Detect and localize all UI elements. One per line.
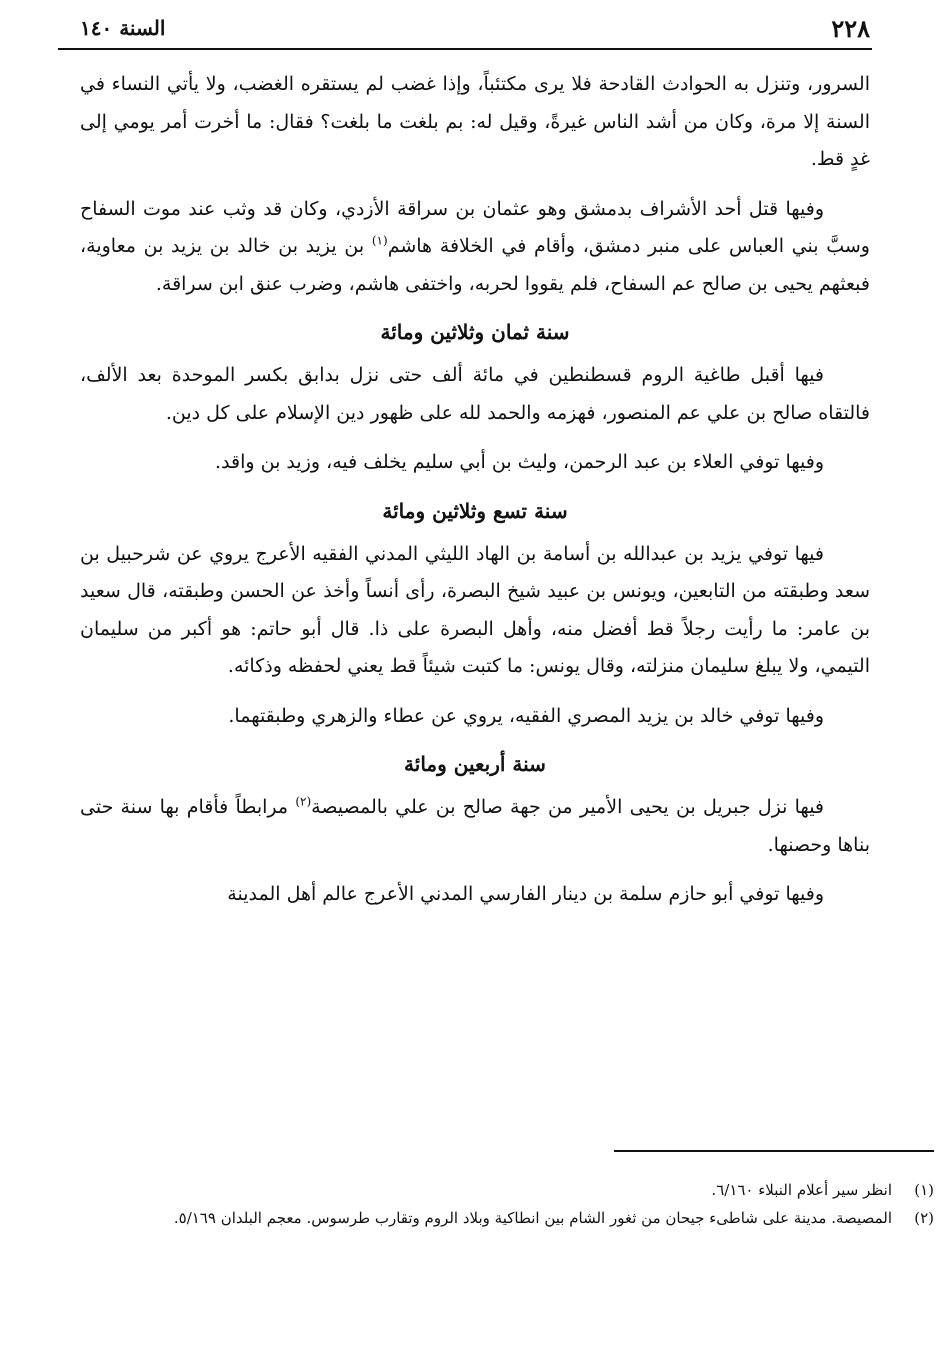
page-header [80,14,870,44]
page-number: ٢٢٨ [831,14,870,43]
paragraph-2-text-a: وفيها قتل أحد الأشراف بدمشق وهو عثمان بن سراقة الأزدي، وكان قد وثب عند موت السفاح وسبَّ بني العباس على منبر دمشق، وأقام في الخلافة هاشم [80,197,870,257]
footnote-number: (٢) [914,1209,934,1227]
paragraph-8: وفيها توفي أبو حازم سلمة بن دينار الفارسي المدني الأعرج عالم أهل المدينة [227,883,824,905]
paragraph-1: السرور، وتنزل به الحوادث القادحة فلا يرى مكتئباً، وإذا غضب لم يستقره الغضب، ولا يأتي النساء في السنة إلا مرة، وكان من أشد الناس غيرةً، وقيل له: بم بلغت ما بلغت؟ فقال: ما أخرت أمر يومي إلى غدٍ قط. [80,73,870,170]
paragraph-5: فيها توفي يزيد بن عبدالله بن أسامة بن الهاد الليثي المدني الفقيه الأعرج يروي عن شرحبيل بن سعد وطبقته من التابعين، ويونس بن عبيد شيخ البصرة، رأى أنساً وأخذ عن الحسن وطبقته، قال سعيد بن عامر: ما رأيت رجلاً قط أفضل منه، وأهل البصرة على ذا. قال أبو حاتم: هو أكبر من سليمان التيمي، ولا يبلغ سليمان منزلته، وقال يونس: ما كتبت شيئاً قط يعني لحفظه وذكائه. [80,542,870,677]
footnote-ref-2: (٢) [295,794,312,809]
footnote-text: انظر سير أعلام النبلاء ٦/١٦٠. [711,1181,892,1199]
paragraph-7-text-b: مرابطاً فأقام بها سنة حتى بناها وحصنها. [80,796,870,856]
paragraph-6: وفيها توفي خالد بن يزيد المصري الفقيه، يروي عن عطاء والزهري وطبقتهما. [228,704,824,727]
section-heading-138: سنة ثمان وثلاثين ومائة [380,320,570,344]
footnote-item [0,1204,934,1232]
footnote-text: المصيصة. مدينة على شاطىء جيحان من ثغور الشام بين انطاكية وبلاد الروم وتقارب طرسوس. معجم البلدان ٥/١٦٩. [173,1209,892,1227]
paragraph-7 [80,789,870,864]
footnote-item [0,1176,934,1204]
paragraph-4: وفيها توفي العلاء بن عبد الرحمن، وليث بن أبي سليم يخلف فيه، وزيد بن واقد. [215,451,824,473]
section-heading-139: سنة تسع وثلاثين ومائة [382,498,568,523]
body-text [80,66,870,914]
paragraph-2 [80,191,870,304]
footnote-rule [614,1150,934,1152]
footnotes [0,1176,934,1232]
section-heading-140: سنة أربعين ومائة [404,752,546,776]
footnote-number: (١) [914,1181,934,1199]
book-page [80,14,870,926]
footnote-ref-1: (١) [371,233,388,248]
paragraph-3: فيها أقبل طاغية الروم قسطنطين في مائة ألف حتى نزل بدابق بكسر الموحدة بعد الألف، فالتقاه صالح بن علي عم المنصور، فهزمه والحمد لله على ظهور دين الإسلام على كل دين. [80,364,870,424]
paragraph-2-text-b: بن يزيد بن خالد بن يزيد بن معاوية، فبعثهم يحيى بن صالح عم السفاح، فلم يقووا لحربه، واختفى هاشم، وضرب عنق ابن سراقة. [80,235,870,295]
running-head: السنة ١٤٠ [80,16,166,40]
paragraph-7-text-a: فيها نزل جبريل بن يحيى الأمير من جهة صالح بن علي بالمصيصة [311,796,825,818]
header-rule [58,48,872,50]
